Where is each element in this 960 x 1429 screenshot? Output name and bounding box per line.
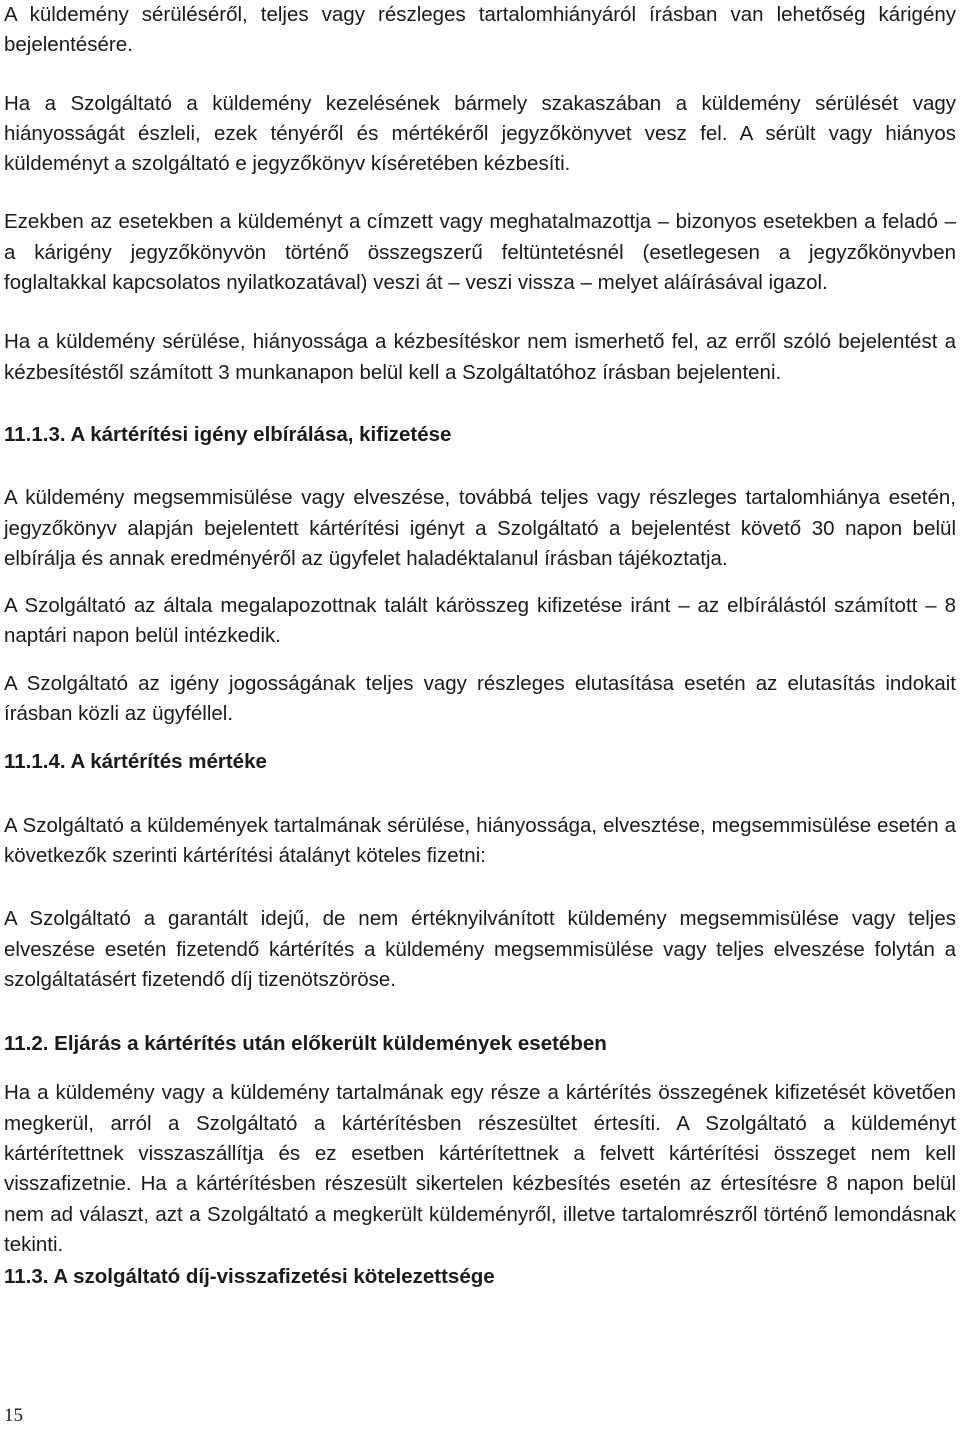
paragraph-provider-record: Ha a Szolgáltató a küldemény kezelésének bármely szakaszában a küldemény sérülését vagy hiányosságát észleli, ezek tényéről és mértékéről jegyzőkönyvet vesz fel. A sérült vagy hiányos küldeményt a szolgáltató e jegyzőkönyv kíséretében kézbesíti. — [4, 91, 956, 176]
paragraph-payment-timing: A Szolgáltató az általa megalapozottnak talált kárösszeg kifizetése iránt – az elbírálástól számított – 8 naptári napon belül intézkedik. — [4, 594, 956, 648]
paragraph-late-detection: Ha a küldemény sérülése, hiányossága a kézbesítéskor nem ismerhető fel, az erről szóló bejelentést a kézbesítéstől számított 3 munkanapon belül kell a Szolgáltatóhoz írásban bejelenteni. — [4, 330, 956, 384]
paragraph-claim-assessment: A küldemény megsemmisülése vagy elveszése, továbbá teljes vagy részleges tartalomhiánya esetén, jegyzőkönyv alapján bejelentett kártérítési igényt a Szolgáltató a bejelentést követő 30 napon belül elbírálja és annak eredményéről az ügyfelet haladéktalanul írásban tájékoztatja. — [4, 486, 956, 570]
paragraph-damage-claim: A küldemény sérüléséről, teljes vagy részleges tartalomhiányáról írásban van lehetőség kárigény bejelentésére. — [4, 3, 956, 57]
section-heading-11-3: 11.3. A szolgáltató díj-visszafizetési kötelezettsége — [4, 1265, 495, 1289]
paragraph-recipient-acceptance: Ezekben az esetekben a küldeményt a címzett vagy meghatalmazottja – bizonyos esetekben a feladó – a kárigény jegyzőkönyvön történő összegszerű feltüntetésnél (esetlegesen a jegyzőkönyvben foglaltakkal kapcsolatos nyilatkozatával) veszi át – veszi vissza – melyet aláírásával igazol. — [4, 210, 956, 295]
page-number: 15 — [4, 1405, 23, 1426]
section-heading-11-1-3: 11.1.3. A kártérítési igény elbírálása, kifizetése — [4, 422, 452, 446]
document-page — [4, 0, 956, 1293]
paragraph-rejection-notice: A Szolgáltató az igény jogosságának teljes vagy részleges elutasítása esetén az elutasítás indokait írásban közli az ügyféllel. — [4, 671, 956, 726]
paragraph-recovered-items: Ha a küldemény vagy a küldemény tartalmának egy része a kártérítés összegének kifizetését követően megkerül, arról a Szolgáltató a kártérítésben részesültet értesíti. A Szolgáltató a küldeményt kártérítettnek visszaszállítja és ez esetben kártérítettnek a felvett kártérítési összeget nem kell visszafizetnie. Ha a kártérítésben részesült sikertelen kézbesítés esetén az értesítésre 8 napon belül nem ad választ, azt a Szolgáltató a megkerült küldeményről, illetve tartalomrészről történő lemondásnak tekinti. — [4, 1081, 956, 1256]
section-heading-11-1-4: 11.1.4. A kártérítés mértéke — [4, 750, 267, 774]
paragraph-compensation-scope: A Szolgáltató a küldemények tartalmának sérülése, hiányossága, elvesztése, megsemmisülése esetén a következők szerinti kártérítési átalányt köteles fizetni: — [4, 813, 956, 867]
section-heading-11-2: 11.2. Eljárás a kártérítés után előkerült küldemények esetében — [4, 1032, 607, 1056]
paragraph-guaranteed-time-compensation: A Szolgáltató a garantált idejű, de nem értéknyilvánított küldemény megsemmisülése vagy teljes elveszése esetén fizetendő kártérítés a küldemény megsemmisülése vagy teljes elveszése folytán a szolgáltatásért fizetendő díj tizenötszöröse. — [4, 907, 956, 991]
